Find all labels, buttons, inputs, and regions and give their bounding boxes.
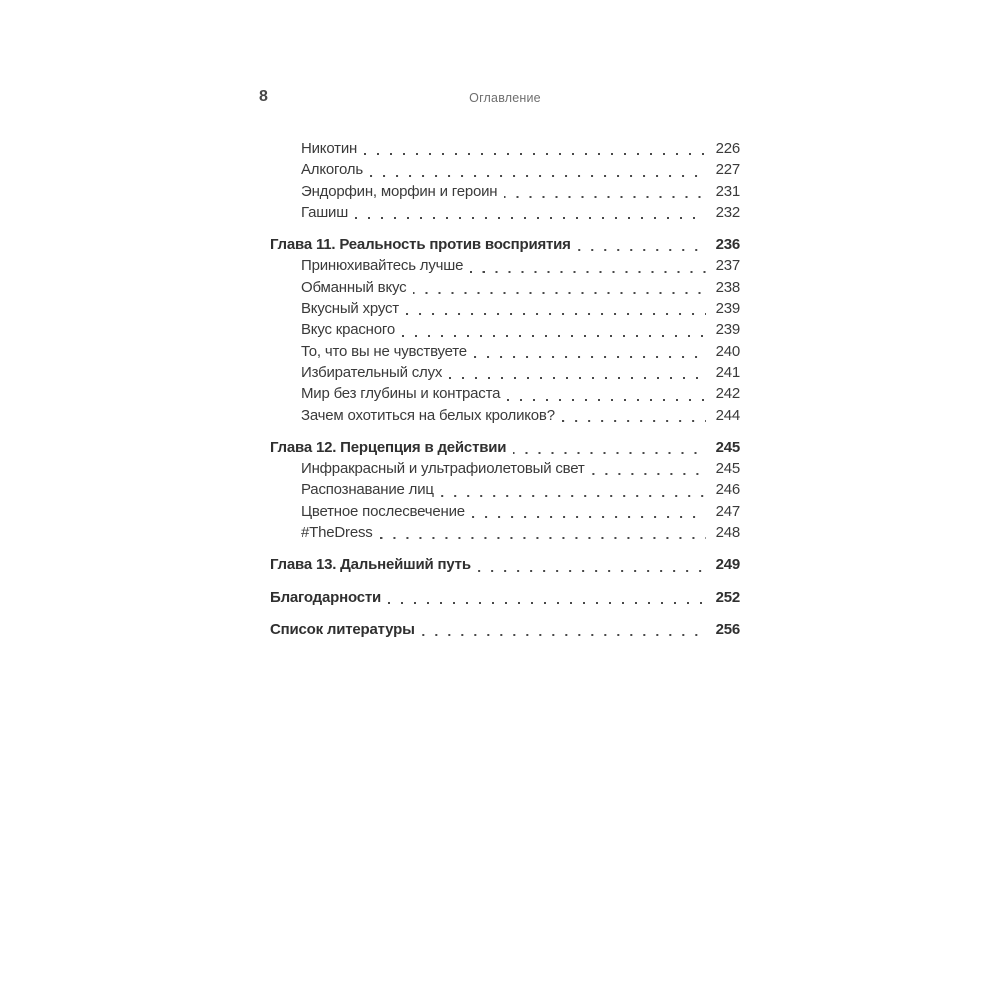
dot-leader	[470, 271, 706, 273]
toc	[270, 138, 740, 640]
toc-entry-row	[270, 383, 740, 404]
toc-entry-label: Список литературы	[270, 620, 415, 638]
toc-entry-row	[270, 138, 740, 159]
dot-leader	[402, 335, 706, 337]
toc-chapter-row	[270, 437, 740, 458]
toc-entry-page: 232	[715, 203, 740, 221]
dot-leader	[507, 399, 706, 401]
toc-entry-page: 231	[715, 182, 740, 200]
toc-entry-row	[270, 319, 740, 340]
toc-entry-label: Глава 12. Перцепция в действии	[270, 438, 507, 456]
toc-entry-page: 238	[715, 278, 740, 296]
toc-entry-page: 227	[715, 161, 740, 179]
toc-entry-page: 240	[715, 342, 740, 360]
dot-leader	[370, 175, 706, 177]
toc-entry-row	[270, 341, 740, 362]
dot-leader	[504, 196, 706, 198]
toc-entry-label: Эндорфин, морфин и героин	[301, 182, 498, 200]
running-head: Оглавление	[469, 91, 541, 105]
toc-entry-label: Никотин	[301, 140, 358, 157]
toc-entry-row	[270, 501, 740, 522]
toc-entry-row	[270, 255, 740, 276]
toc-chapter-row	[270, 587, 740, 608]
toc-entry-label: Обманный вкус	[301, 278, 407, 296]
toc-entry-row	[270, 362, 740, 383]
toc-entry-page: 245	[715, 460, 740, 478]
toc-entry-label: Зачем охотиться на белых кроликов?	[301, 406, 555, 424]
toc-entry-row	[270, 181, 740, 202]
toc-entry-page: 239	[715, 300, 740, 318]
toc-entry-row	[270, 298, 740, 319]
toc-entry-label: Принюхивайтесь лучше	[301, 257, 464, 275]
toc-entry-label: Вкусный хруст	[301, 300, 399, 318]
dot-leader	[562, 420, 706, 422]
dot-leader	[474, 356, 706, 358]
dot-leader	[364, 153, 706, 155]
toc-entry-label: Мир без глубины и контраста	[301, 385, 501, 403]
toc-entry-label: Глава 11. Реальность против восприятия	[270, 236, 571, 254]
toc-entry-row	[270, 405, 740, 426]
toc-entry-page: 247	[715, 502, 740, 520]
page-folio: 8	[259, 88, 268, 105]
toc-entry-page: 239	[715, 321, 740, 339]
dot-leader	[388, 602, 706, 604]
dot-leader	[413, 292, 706, 294]
toc-entry-page: 245	[715, 438, 740, 456]
toc-entry-page: 252	[715, 588, 740, 606]
toc-chapter-row	[270, 234, 740, 255]
toc-entry-label: Вкус красного	[301, 321, 395, 339]
toc-chapter-row	[270, 619, 740, 640]
dot-leader	[513, 452, 706, 454]
toc-entry-label: Цветное послесвечение	[301, 502, 465, 520]
toc-entry-label: Избирательный слух	[301, 363, 443, 381]
toc-entry-row	[270, 159, 740, 180]
toc-entry-label: Гашиш	[301, 203, 349, 221]
toc-entry-row	[270, 202, 740, 223]
toc-entry-label: Глава 13. Дальнейший путь	[270, 556, 471, 574]
dot-leader	[406, 313, 706, 315]
toc-entry-page: 226	[715, 140, 740, 157]
dot-leader	[441, 495, 706, 497]
toc-entry-page: 237	[715, 257, 740, 275]
toc-entry-page: 246	[715, 481, 740, 499]
toc-entry-page: 244	[715, 406, 740, 424]
toc-chapter-row	[270, 554, 740, 575]
toc-entry-page: 248	[715, 524, 740, 542]
dot-leader	[449, 377, 706, 379]
toc-entry-row	[270, 458, 740, 479]
toc-entry-row	[270, 277, 740, 298]
dot-leader	[472, 516, 706, 518]
dot-leader	[380, 537, 706, 539]
toc-entry-page: 236	[715, 236, 740, 254]
toc-entry-label: Распознавание лиц	[301, 481, 434, 499]
dot-leader	[355, 217, 706, 219]
toc-entry-label: Алкоголь	[301, 161, 363, 179]
dot-leader	[592, 473, 706, 475]
toc-entry-label: То, что вы не чувствуете	[301, 342, 467, 360]
toc-entry-page: 256	[715, 620, 740, 638]
toc-entry-page: 249	[715, 556, 740, 574]
toc-entry-page: 242	[715, 385, 740, 403]
dot-leader	[578, 249, 706, 251]
dot-leader	[422, 634, 706, 636]
toc-entry-page: 241	[715, 363, 740, 381]
toc-entry-row	[270, 522, 740, 543]
toc-entry-row	[270, 479, 740, 500]
toc-entry-label: Благодарности	[270, 588, 382, 606]
toc-entry-label: #TheDress	[301, 524, 373, 542]
dot-leader	[478, 570, 706, 572]
toc-entry-label: Инфракрасный и ультрафиолетовый свет	[301, 460, 585, 478]
